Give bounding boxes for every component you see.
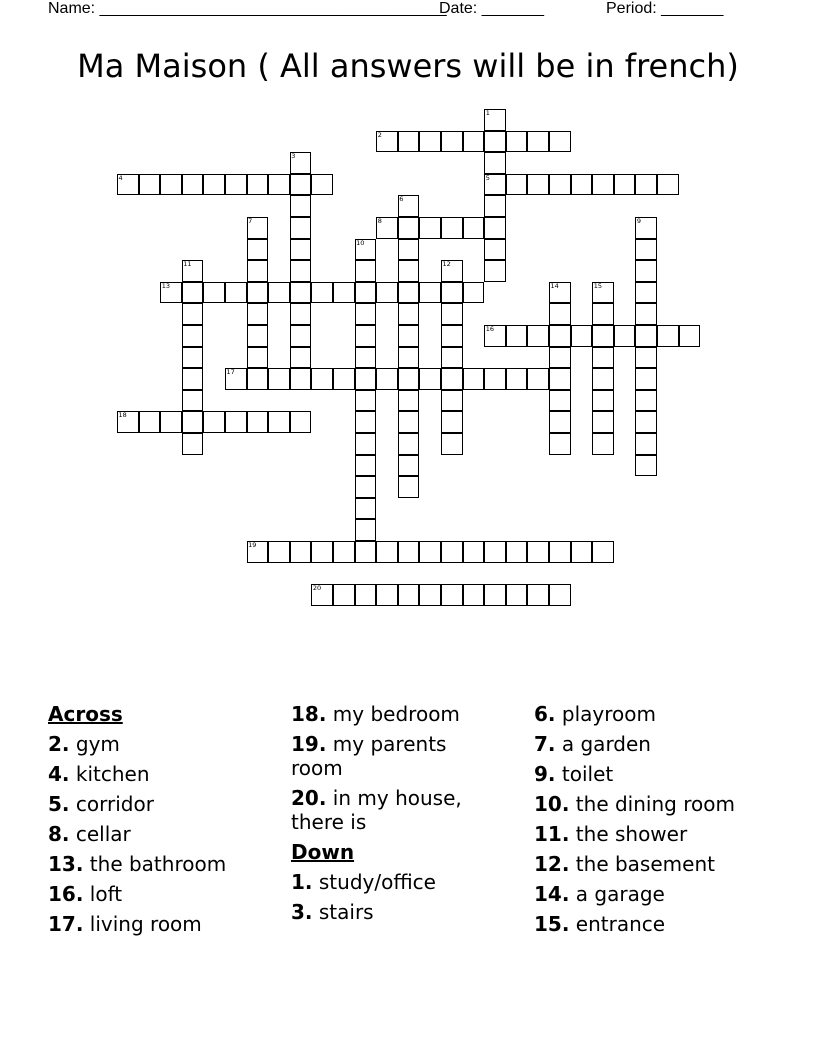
- grid-cell[interactable]: [139, 174, 161, 196]
- grid-cell[interactable]: [592, 347, 614, 369]
- grid-cell[interactable]: [268, 411, 290, 433]
- grid-cell[interactable]: [506, 174, 528, 196]
- grid-cell[interactable]: [441, 217, 463, 239]
- grid-cell[interactable]: [311, 541, 333, 563]
- clue-column-middle: [291, 702, 491, 930]
- clue-number-label: 6: [399, 195, 404, 204]
- across-clue: [291, 786, 491, 834]
- date-field-label: Date: _______: [439, 0, 544, 17]
- clue-number-label: 1: [485, 109, 490, 117]
- grid-cell[interactable]: [441, 433, 463, 455]
- grid-cell[interactable]: [376, 282, 398, 304]
- grid-cell[interactable]: [139, 411, 161, 433]
- grid-cell[interactable]: [571, 541, 593, 563]
- grid-cell[interactable]: [484, 217, 506, 239]
- grid-cell[interactable]: [549, 390, 571, 412]
- grid-cell[interactable]: [333, 584, 355, 606]
- clue-number-label: 8: [377, 217, 382, 225]
- grid-cell[interactable]: [484, 541, 506, 563]
- grid-cell[interactable]: [635, 455, 657, 477]
- grid-cell[interactable]: [592, 433, 614, 455]
- grid-cell[interactable]: [592, 541, 614, 563]
- grid-cell[interactable]: [635, 368, 657, 390]
- clue-text: living room: [89, 912, 202, 936]
- grid-cell[interactable]: [290, 303, 312, 325]
- grid-cell[interactable]: [441, 411, 463, 433]
- grid-cell[interactable]: [160, 411, 182, 433]
- grid-cell[interactable]: [290, 368, 312, 390]
- clue-text: the basement: [575, 852, 715, 876]
- grid-cell[interactable]: [182, 325, 204, 347]
- clue-text: stairs: [318, 900, 374, 924]
- grid-cell[interactable]: [484, 260, 506, 282]
- clue-number: 19.: [291, 732, 327, 756]
- grid-cell[interactable]: [549, 303, 571, 325]
- grid-cell[interactable]: [506, 541, 528, 563]
- grid-cell[interactable]: [657, 325, 679, 347]
- grid-cell[interactable]: [527, 584, 549, 606]
- grid-cell[interactable]: [592, 303, 614, 325]
- clue-number: 18.: [291, 702, 327, 726]
- grid-cell[interactable]: [290, 411, 312, 433]
- clue-number: 8.: [48, 822, 70, 846]
- grid-cell[interactable]: [311, 368, 333, 390]
- clue-number-label: 14: [550, 281, 559, 290]
- grid-cell[interactable]: [441, 368, 463, 390]
- grid-cell[interactable]: [592, 390, 614, 412]
- clue-column-down: [534, 702, 804, 942]
- grid-cell[interactable]: [355, 455, 377, 477]
- clue-text: in my house, there is: [291, 786, 462, 834]
- grid-cell[interactable]: [484, 152, 506, 174]
- down-clue: [534, 732, 804, 756]
- clue-number: 15.: [534, 912, 570, 936]
- clue-number-label: 4: [118, 173, 123, 182]
- grid-cell[interactable]: [290, 239, 312, 261]
- grid-cell[interactable]: [571, 325, 593, 347]
- grid-cell[interactable]: [333, 368, 355, 390]
- grid-cell[interactable]: [635, 260, 657, 282]
- across-clue: [291, 702, 491, 726]
- clue-number-label: 16: [485, 325, 494, 333]
- grid-cell[interactable]: [182, 282, 204, 304]
- grid-cell[interactable]: [398, 584, 420, 606]
- grid-cell[interactable]: [506, 584, 528, 606]
- down-clue: [534, 792, 804, 816]
- grid-cell[interactable]: [419, 217, 441, 239]
- grid-cell[interactable]: [441, 390, 463, 412]
- clue-text: playroom: [561, 702, 656, 726]
- grid-cell[interactable]: [247, 411, 269, 433]
- grid-cell[interactable]: [203, 411, 225, 433]
- clue-number: 13.: [48, 852, 84, 876]
- grid-cell[interactable]: [376, 541, 398, 563]
- grid-cell[interactable]: [398, 476, 420, 498]
- grid-cell[interactable]: [225, 174, 247, 196]
- grid-cell[interactable]: [419, 282, 441, 304]
- down-clue: [534, 702, 804, 726]
- grid-cell[interactable]: [333, 282, 355, 304]
- grid-cell[interactable]: [592, 368, 614, 390]
- grid-cell[interactable]: [290, 541, 312, 563]
- clue-text: toilet: [561, 762, 614, 786]
- grid-cell[interactable]: [225, 282, 247, 304]
- grid-cell[interactable]: [311, 282, 333, 304]
- grid-cell[interactable]: [182, 174, 204, 196]
- down-clue: [534, 852, 804, 876]
- grid-cell[interactable]: [398, 347, 420, 369]
- grid-cell[interactable]: [247, 325, 269, 347]
- clue-number: 9.: [534, 762, 556, 786]
- grid-cell[interactable]: [441, 347, 463, 369]
- grid-cell[interactable]: [614, 174, 636, 196]
- grid-cell[interactable]: [527, 174, 549, 196]
- grid-cell[interactable]: [247, 239, 269, 261]
- grid-cell[interactable]: [549, 325, 571, 347]
- clue-text: the shower: [575, 822, 688, 846]
- grid-cell[interactable]: [333, 541, 355, 563]
- grid-cell[interactable]: [290, 347, 312, 369]
- clue-text: entrance: [575, 912, 666, 936]
- across-clue: [48, 882, 288, 906]
- clue-number: 3.: [291, 900, 313, 924]
- grid-cell[interactable]: [398, 368, 420, 390]
- grid-cell[interactable]: [679, 325, 701, 347]
- grid-cell[interactable]: [398, 433, 420, 455]
- grid-cell[interactable]: [355, 368, 377, 390]
- grid-cell[interactable]: [311, 174, 333, 196]
- clue-number: 4.: [48, 762, 70, 786]
- down-clue: [534, 762, 804, 786]
- grid-cell[interactable]: [247, 174, 269, 196]
- clue-number: 6.: [534, 702, 556, 726]
- grid-cell[interactable]: [527, 541, 549, 563]
- grid-cell[interactable]: [484, 368, 506, 390]
- clue-text: a garden: [561, 732, 651, 756]
- grid-cell[interactable]: [398, 303, 420, 325]
- grid-cell[interactable]: [441, 325, 463, 347]
- grid-cell[interactable]: [398, 390, 420, 412]
- grid-cell[interactable]: [635, 282, 657, 304]
- clue-number: 1.: [291, 870, 313, 894]
- clue-number: 5.: [48, 792, 70, 816]
- grid-cell[interactable]: [290, 217, 312, 239]
- grid-cell[interactable]: [463, 584, 485, 606]
- clue-number-label: 17: [226, 368, 235, 377]
- clue-number: 7.: [534, 732, 556, 756]
- grid-cell[interactable]: [635, 411, 657, 433]
- grid-cell[interactable]: [398, 131, 420, 153]
- across-clue: [291, 732, 491, 780]
- clue-number-label: 11: [183, 260, 192, 269]
- grid-cell[interactable]: [419, 541, 441, 563]
- clue-number-label: 10: [356, 238, 365, 247]
- grid-cell[interactable]: [160, 174, 182, 196]
- down-heading: Down: [291, 840, 355, 864]
- clue-number-label: 19: [248, 541, 257, 549]
- grid-cell[interactable]: [484, 239, 506, 261]
- grid-cell[interactable]: [290, 325, 312, 347]
- across-clue: [48, 852, 288, 876]
- clue-number-label: 3: [291, 152, 296, 161]
- clue-number-label: 2: [377, 130, 382, 139]
- clue-number-label: 9: [636, 217, 642, 225]
- grid-cell[interactable]: [247, 368, 269, 390]
- grid-cell[interactable]: [182, 411, 204, 433]
- clue-text: cellar: [75, 822, 131, 846]
- down-clue: [534, 882, 804, 906]
- grid-cell[interactable]: [614, 325, 636, 347]
- down-clue: [534, 912, 804, 936]
- clue-column-across: [48, 702, 288, 942]
- grid-cell[interactable]: [635, 239, 657, 261]
- grid-cell[interactable]: [549, 368, 571, 390]
- grid-cell[interactable]: [355, 411, 377, 433]
- clue-number: 14.: [534, 882, 570, 906]
- grid-cell[interactable]: [355, 584, 377, 606]
- grid-cell[interactable]: [398, 411, 420, 433]
- clue-number-label: 12: [442, 260, 451, 269]
- grid-cell[interactable]: [549, 347, 571, 369]
- grid-cell[interactable]: [182, 368, 204, 390]
- down-clue: [291, 870, 491, 894]
- grid-cell[interactable]: [635, 325, 657, 347]
- grid-cell[interactable]: [203, 282, 225, 304]
- grid-cell[interactable]: [419, 368, 441, 390]
- grid-cell[interactable]: [484, 131, 506, 153]
- grid-cell[interactable]: [635, 174, 657, 196]
- grid-cell[interactable]: [506, 368, 528, 390]
- grid-cell[interactable]: [484, 584, 506, 606]
- grid-cell[interactable]: [441, 282, 463, 304]
- grid-cell[interactable]: [527, 325, 549, 347]
- clue-text: my parents room: [291, 732, 447, 780]
- grid-cell[interactable]: [441, 584, 463, 606]
- grid-cell[interactable]: [182, 347, 204, 369]
- grid-cell[interactable]: [592, 174, 614, 196]
- grid-cell[interactable]: [355, 347, 377, 369]
- grid-cell[interactable]: [463, 282, 485, 304]
- grid-cell[interactable]: [355, 519, 377, 541]
- grid-cell[interactable]: [355, 541, 377, 563]
- clue-text: loft: [89, 882, 123, 906]
- grid-cell[interactable]: [355, 325, 377, 347]
- grid-cell[interactable]: [203, 174, 225, 196]
- across-clue: [48, 732, 288, 756]
- grid-cell[interactable]: [441, 541, 463, 563]
- across-clue-list: [48, 732, 288, 936]
- grid-cell[interactable]: [441, 131, 463, 153]
- grid-cell[interactable]: [376, 584, 398, 606]
- grid-cell[interactable]: [268, 368, 290, 390]
- across-heading: Across: [48, 702, 123, 726]
- grid-cell[interactable]: [506, 325, 528, 347]
- grid-cell[interactable]: [635, 347, 657, 369]
- grid-cell[interactable]: [355, 260, 377, 282]
- grid-cell[interactable]: [635, 433, 657, 455]
- clue-number: 12.: [534, 852, 570, 876]
- grid-cell[interactable]: [182, 433, 204, 455]
- grid-cell[interactable]: [376, 368, 398, 390]
- clue-number: 17.: [48, 912, 84, 936]
- across-clue: [48, 912, 288, 936]
- clue-number-label: 7: [248, 217, 253, 225]
- grid-cell[interactable]: [268, 174, 290, 196]
- grid-cell[interactable]: [398, 239, 420, 261]
- puzzle-title: Ma Maison ( All answers will be in french): [77, 47, 739, 85]
- grid-cell[interactable]: [549, 584, 571, 606]
- grid-cell[interactable]: [463, 131, 485, 153]
- grid-cell[interactable]: [463, 541, 485, 563]
- grid-cell[interactable]: [398, 260, 420, 282]
- grid-cell[interactable]: [571, 174, 593, 196]
- grid-cell[interactable]: [484, 195, 506, 217]
- grid-cell[interactable]: [355, 282, 377, 304]
- grid-cell[interactable]: [398, 455, 420, 477]
- across-clue: [48, 762, 288, 786]
- grid-cell[interactable]: [247, 260, 269, 282]
- clue-number: 10.: [534, 792, 570, 816]
- name-field-label: Name: _______________________________________: [48, 0, 447, 17]
- grid-cell[interactable]: [419, 584, 441, 606]
- grid-cell[interactable]: [549, 411, 571, 433]
- clue-text: my bedroom: [332, 702, 460, 726]
- grid-cell[interactable]: [355, 390, 377, 412]
- across-clue: [48, 822, 288, 846]
- grid-cell[interactable]: [355, 498, 377, 520]
- grid-cell[interactable]: [549, 174, 571, 196]
- clue-number: 20.: [291, 786, 327, 810]
- grid-cell[interactable]: [441, 303, 463, 325]
- period-field-label: Period: _______: [606, 0, 724, 17]
- grid-cell[interactable]: [355, 476, 377, 498]
- grid-cell[interactable]: [463, 217, 485, 239]
- grid-cell[interactable]: [527, 368, 549, 390]
- grid-cell[interactable]: [290, 282, 312, 304]
- grid-cell[interactable]: [290, 260, 312, 282]
- grid-cell[interactable]: [398, 325, 420, 347]
- clue-number: 2.: [48, 732, 70, 756]
- clue-text: the dining room: [575, 792, 735, 816]
- grid-cell[interactable]: [247, 303, 269, 325]
- grid-cell[interactable]: [506, 131, 528, 153]
- clue-number: 11.: [534, 822, 570, 846]
- grid-cell[interactable]: [592, 411, 614, 433]
- grid-cell[interactable]: [355, 303, 377, 325]
- grid-cell[interactable]: [419, 131, 441, 153]
- grid-cell[interactable]: [290, 174, 312, 196]
- clue-number: 16.: [48, 882, 84, 906]
- grid-cell[interactable]: [398, 541, 420, 563]
- across-clue: [48, 792, 288, 816]
- clue-text: the bathroom: [89, 852, 227, 876]
- grid-cell[interactable]: [635, 303, 657, 325]
- down-clue: [291, 900, 491, 924]
- clue-number-label: 13: [161, 281, 170, 290]
- grid-cell[interactable]: [290, 195, 312, 217]
- grid-cell[interactable]: [225, 411, 247, 433]
- grid-cell[interactable]: [398, 282, 420, 304]
- grid-cell[interactable]: [268, 541, 290, 563]
- grid-cell[interactable]: [268, 282, 290, 304]
- clue-text: kitchen: [75, 762, 150, 786]
- grid-cell[interactable]: [549, 541, 571, 563]
- grid-cell[interactable]: [247, 282, 269, 304]
- grid-cell[interactable]: [463, 368, 485, 390]
- clue-text: a garage: [575, 882, 665, 906]
- clue-text: corridor: [75, 792, 154, 816]
- clue-number-label: 15: [593, 281, 602, 290]
- grid-cell[interactable]: [657, 174, 679, 196]
- grid-cell[interactable]: [182, 303, 204, 325]
- grid-cell[interactable]: [247, 347, 269, 369]
- grid-cell[interactable]: [549, 131, 571, 153]
- grid-cell[interactable]: [398, 217, 420, 239]
- clue-number-label: 20: [312, 584, 322, 593]
- grid-cell[interactable]: [182, 390, 204, 412]
- clue-text: study/office: [318, 870, 436, 894]
- grid-cell[interactable]: [592, 325, 614, 347]
- grid-cell[interactable]: [527, 131, 549, 153]
- clue-number-label: 18: [118, 411, 127, 420]
- down-clue: [534, 822, 804, 846]
- grid-cell[interactable]: [549, 433, 571, 455]
- clue-number-label: 5: [485, 173, 490, 182]
- grid-cell[interactable]: [355, 433, 377, 455]
- clue-text: gym: [75, 732, 120, 756]
- grid-cell[interactable]: [635, 390, 657, 412]
